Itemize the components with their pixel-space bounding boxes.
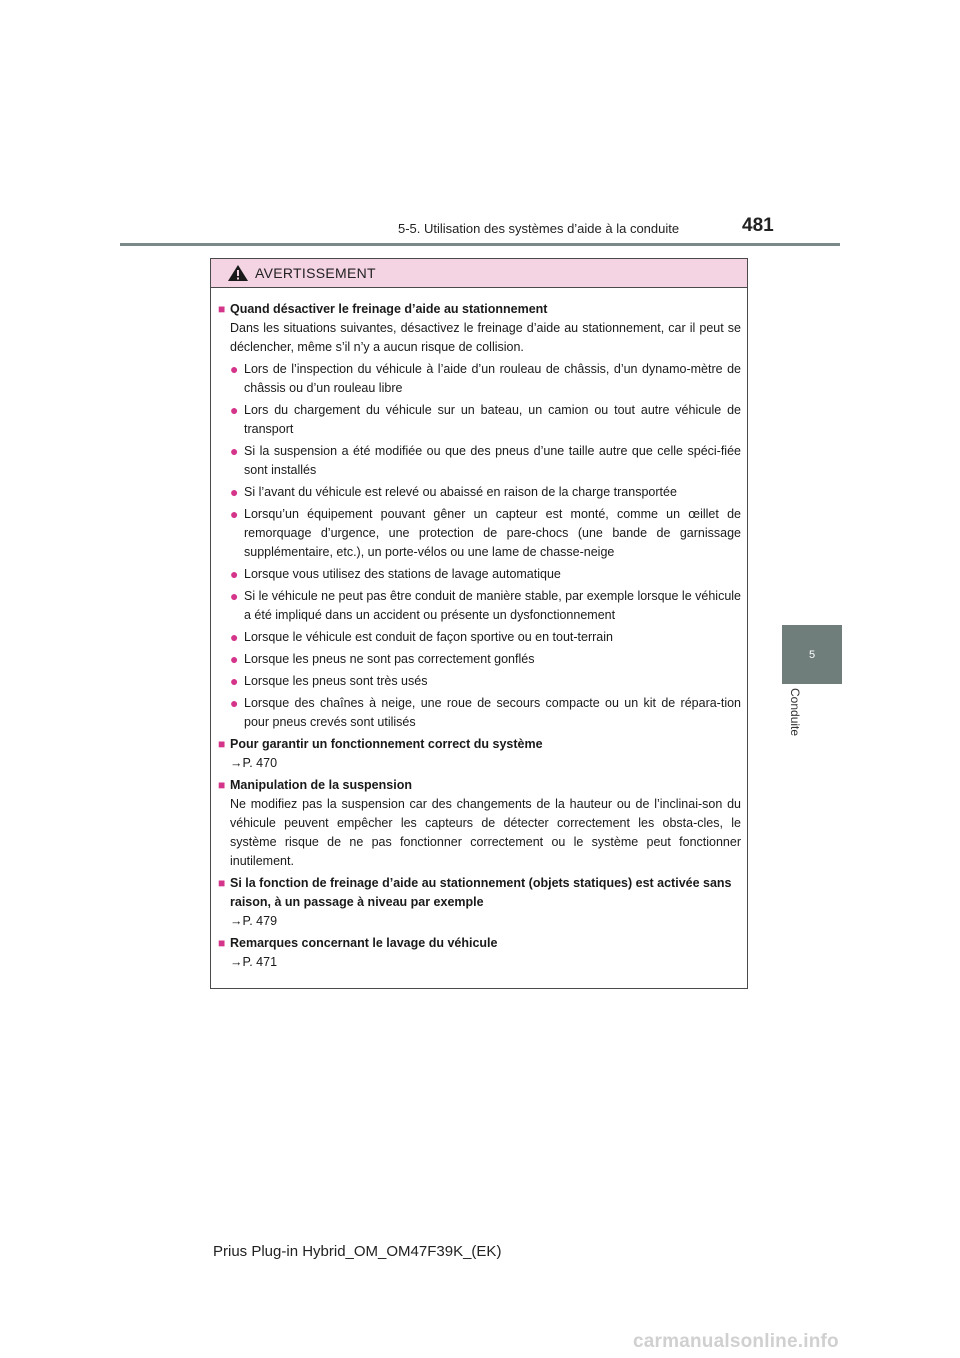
section-heading (218, 300, 741, 319)
warning-section (218, 776, 741, 871)
list-item (218, 587, 741, 625)
warning-section (218, 300, 741, 732)
list-item-text: Si la suspension a été modifiée ou que des pneus d’une taille autre que celle spéci-fiée sont installés (244, 444, 741, 477)
bullet-dot-icon: ● (230, 629, 239, 645)
list-item-text: Lorsqu’un équipement pouvant gêner un capteur est monté, comme un œillet de remorquage d’urgence, une protection de pare-chocs (une bande de garnissage supplémentaire, etc.), un porte-vélos ou une lame de chasse-neige (244, 507, 741, 559)
list-item-text: Lorsque des chaînes à neige, une roue de secours compacte ou un kit de répara-tion pour pneus crevés sont utilisés (244, 696, 741, 729)
warning-section (218, 934, 741, 972)
section-heading (218, 776, 741, 795)
section-heading-text: Remarques concernant le lavage du véhicule (230, 936, 498, 950)
list-item-text: Si l’avant du véhicule est relevé ou abaissé en raison de la charge transportée (244, 485, 677, 499)
section-heading-text: Quand désactiver le freinage d’aide au stationnement (230, 302, 548, 316)
bullet-dot-icon: ● (230, 566, 239, 582)
bullet-dot-icon: ● (230, 361, 239, 377)
list-item (218, 483, 741, 502)
bullet-dot-icon: ● (230, 673, 239, 689)
list-item-text: Lorsque le véhicule est conduit de façon sportive ou en tout-terrain (244, 630, 613, 644)
section-heading (218, 874, 741, 912)
section-paragraph: Ne modifiez pas la suspension car des changements de la hauteur ou de l’inclinai-son du véhicule peuvent empêcher les capteurs de détecter correctement les obsta-cles, le système risque de ne pas fonctionner correctement ou le système peut fonctionner inutilement. (230, 797, 741, 868)
bullet-list (218, 360, 741, 732)
list-item (218, 694, 741, 732)
bullet-dot-icon: ● (230, 588, 239, 604)
warning-header (211, 259, 747, 288)
list-item-text: Lors du chargement du véhicule sur un bateau, un camion ou tout autre véhicule de transport (244, 403, 741, 436)
square-bullet-icon: ■ (218, 876, 226, 890)
square-bullet-icon: ■ (218, 302, 226, 316)
bullet-dot-icon: ● (230, 402, 239, 418)
watermark: carmanualsonline.info (633, 1331, 839, 1352)
list-item (218, 505, 741, 562)
bullet-dot-icon: ● (230, 695, 239, 711)
warning-section (218, 735, 741, 773)
list-item (218, 565, 741, 584)
document-id: Prius Plug-in Hybrid_OM_OM47F39K_(EK) (213, 1243, 502, 1260)
warning-triangle-icon (227, 264, 249, 282)
square-bullet-icon: ■ (218, 737, 226, 751)
list-item-text: Lorsque les pneus ne sont pas correctement gonflés (244, 652, 535, 666)
warning-section (218, 874, 741, 931)
list-item (218, 650, 741, 669)
section-heading-text: Si la fonction de freinage d’aide au stationnement (objets statiques) est activée sans raison, à un passage à niveau par exemple (230, 876, 732, 909)
list-item (218, 360, 741, 398)
list-item (218, 628, 741, 647)
list-item-text: Lorsque vous utilisez des stations de lavage automatique (244, 567, 561, 581)
bullet-dot-icon: ● (230, 506, 239, 522)
warning-title: AVERTISSEMENT (255, 265, 376, 281)
section-heading-text: Pour garantir un fonctionnement correct du système (230, 737, 543, 751)
page-reference[interactable]: →P. 479 (230, 914, 278, 928)
chapter-tab[interactable] (782, 625, 842, 684)
list-item (218, 401, 741, 439)
bullet-dot-icon: ● (230, 443, 239, 459)
list-item-text: Lorsque les pneus sont très usés (244, 674, 428, 688)
chapter-label: Conduite (788, 688, 802, 737)
bullet-dot-icon: ● (230, 484, 239, 500)
square-bullet-icon: ■ (218, 778, 226, 792)
page-number: 481 (742, 215, 774, 236)
page-reference[interactable]: →P. 470 (230, 756, 278, 770)
warning-box (210, 258, 748, 989)
section-heading (218, 934, 741, 953)
section-heading-text: Manipulation de la suspension (230, 778, 412, 792)
list-item-text: Si le véhicule ne peut pas être conduit de manière stable, par exemple lorsque le véhicule a été impliqué dans un accident ou présente un dysfonctionnement (244, 589, 741, 622)
warning-body (211, 288, 747, 972)
section-title: 5-5. Utilisation des systèmes d’aide à la conduite (398, 221, 680, 236)
bullet-dot-icon: ● (230, 651, 239, 667)
page-reference[interactable]: →P. 471 (230, 955, 278, 969)
section-paragraph: Dans les situations suivantes, désactivez le freinage d’aide au stationnement, car il peut se déclencher, même s’il n’y a aucun risque de collision. (230, 321, 741, 354)
list-item-text: Lors de l’inspection du véhicule à l’aide d’un rouleau de châssis, d’un dynamo-mètre de châssis ou d’un rouleau libre (244, 362, 741, 395)
chapter-number: 5 (808, 648, 816, 661)
section-heading (218, 735, 741, 754)
list-item (218, 672, 741, 691)
list-item (218, 442, 741, 480)
header-divider (120, 243, 840, 246)
square-bullet-icon: ■ (218, 936, 226, 950)
